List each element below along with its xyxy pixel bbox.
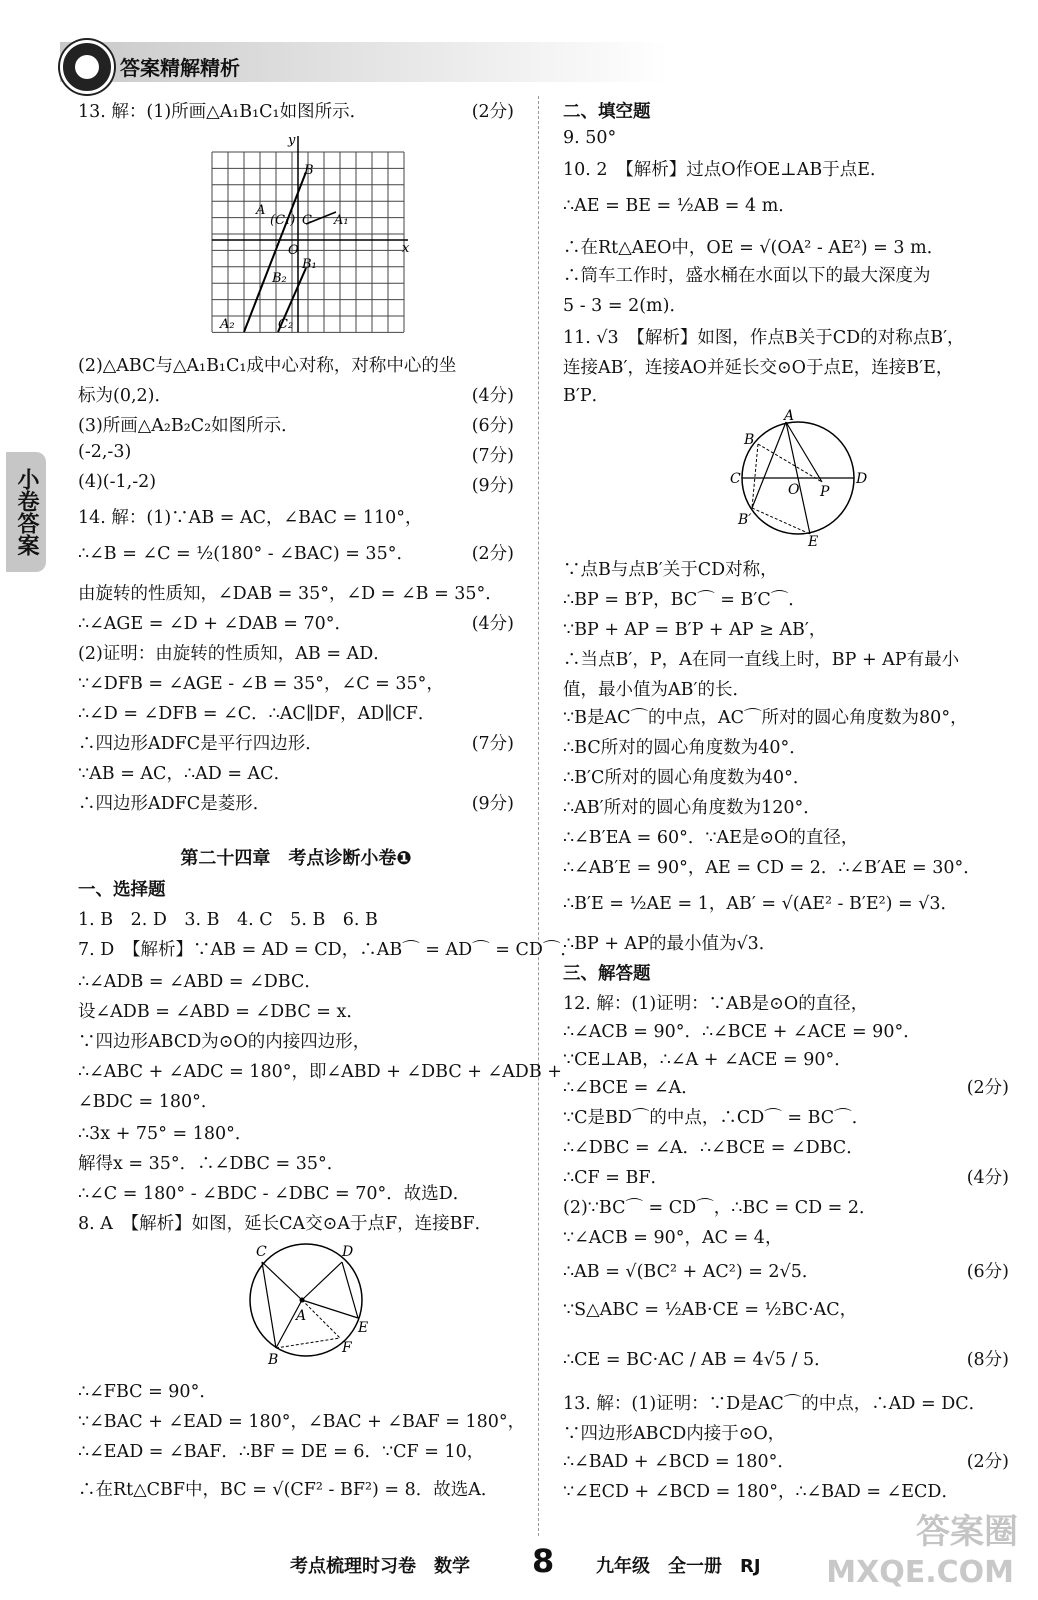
- text-line: [563, 1224, 1009, 1249]
- line-text: 13. 解：(1)所画△A₁B₁C₁如图所示．: [78, 102, 368, 122]
- fig8-label: A: [296, 1308, 307, 1324]
- text-line: [563, 676, 1009, 701]
- watermark-url: MXQE.COM: [826, 1555, 1014, 1590]
- line-text: ∵四边形ABCD为⊙O的内接四边形，: [78, 1032, 371, 1052]
- fig13-label: B₁: [302, 257, 317, 272]
- line-text: ∴筒车工作时，盛水桶在水面以下的最大深度为: [563, 266, 931, 286]
- line-text: 1. B 2. D 3. B 4. C 5. B 6. B: [78, 910, 378, 930]
- fig8-label: C: [256, 1244, 267, 1260]
- line-text: ∴四边形ADFC是菱形．: [78, 794, 271, 814]
- line-text: 8. A 【解析】如图，延长CA交⊙A于点F，连接BF．: [78, 1214, 493, 1234]
- line-text: 10. 2 【解析】过点O作OE⊥AB于点E．: [563, 160, 888, 180]
- line-text: 设∠ADB = ∠ABD = ∠DBC = x．: [78, 1002, 364, 1022]
- text-line: [563, 1074, 1009, 1099]
- text-line: [563, 262, 1009, 287]
- text-line: [563, 890, 1009, 915]
- line-text: ∵四边形ABCD内接于⊙O，: [563, 1424, 786, 1444]
- score-label: (6分): [966, 1262, 1009, 1282]
- line-text: ∵点B与点B′关于CD对称，: [563, 560, 778, 580]
- text-line: [563, 1194, 1009, 1219]
- line-text: 值，最小值为AB′的长．: [563, 680, 750, 700]
- line-text: ∴∠EAD = ∠BAF．∴BF = DE = 6．∵CF = 10，: [78, 1442, 485, 1462]
- line-text: ∴3x + 75° = 180°．: [78, 1124, 253, 1144]
- line-text: ∴BP = B′P，BC⌒ = B′C⌒．: [563, 590, 806, 610]
- text-line: [563, 324, 1009, 349]
- text-line: [563, 990, 1009, 1015]
- score-label: (4分): [471, 386, 514, 406]
- fig13-label: B: [304, 163, 314, 178]
- line-text: 由旋转的性质知，∠DAB = 35°，∠D = ∠B = 35°．: [78, 584, 503, 604]
- text-line: [78, 1408, 526, 1433]
- line-text: ∴CF = BF．: [563, 1168, 668, 1188]
- line-text: 5 - 3 = 2(m)．: [563, 296, 687, 316]
- line-text: ∵∠DFB = ∠AGE - ∠B = 35°，∠C = 35°，: [78, 674, 444, 694]
- text-line: [78, 580, 514, 605]
- text-line: [563, 1104, 1009, 1129]
- text-line: [563, 192, 1009, 217]
- line-text: 解得x = 35°．∴∠DBC = 35°．: [78, 1154, 345, 1174]
- line-text: 12. 解：(1)证明：∵AB是⊙O的直径，: [563, 994, 869, 1014]
- line-text: ∴当点B′，P，A在同一直线上时，BP + AP有最小: [563, 650, 960, 670]
- line-text: (3)所画△A₂B₂C₂如图所示．: [78, 416, 299, 436]
- text-line: [78, 98, 514, 123]
- line-text: 7. D 【解析】∵AB = AD = CD，∴AB⌒ = AD⌒ = CD⌒．: [78, 940, 578, 960]
- score-label: (2分): [966, 1452, 1009, 1472]
- score-label: (2分): [966, 1078, 1009, 1098]
- line-text: ∴∠BAD + ∠BCD = 180°．: [563, 1452, 795, 1472]
- text-line: [563, 1296, 1009, 1321]
- text-line: [563, 1390, 1009, 1415]
- line-text: ∴B′E = ½AE = 1，AB′ = √(AE² - B′E²) = √3．: [563, 894, 959, 914]
- text-line: [78, 790, 514, 815]
- line-text: ∴B′C所对的圆心角度数为40°．: [563, 768, 811, 788]
- text-line: [78, 382, 514, 407]
- fig11-label: A: [784, 408, 795, 424]
- footer-right: 九年级 全一册 RJ: [596, 1556, 761, 1577]
- line-text: ∴∠BCE = ∠A．: [563, 1078, 699, 1098]
- line-text: 标为(0,2)．: [78, 386, 172, 406]
- line-text: ∴∠C = 180° - ∠BDC - ∠DBC = 70°．故选D．: [78, 1184, 471, 1204]
- line-text: 11. √3 【解析】如图，作点B关于CD的对称点B′，: [563, 328, 965, 348]
- text-line: [78, 1028, 514, 1053]
- fig11-label: O: [788, 482, 800, 498]
- score-label: (7分): [471, 446, 514, 466]
- fig13-label: y: [288, 133, 296, 148]
- text-line: [78, 1476, 514, 1501]
- text-line: [563, 1046, 1009, 1071]
- text-line: [563, 930, 1009, 955]
- fig8-label: F: [342, 1340, 352, 1356]
- score-label: (7分): [471, 734, 514, 754]
- line-text: 连接AB′，连接AO并延长交⊙O于点E，连接B′E，: [563, 358, 954, 378]
- score-label: (9分): [471, 794, 514, 814]
- text-line: [78, 760, 514, 785]
- text-line: [78, 998, 514, 1023]
- line-text: 二、填空题: [563, 102, 651, 122]
- line-text: ∴四边形ADFC是平行四边形．: [78, 734, 323, 754]
- text-line: [78, 1210, 514, 1235]
- fig13-label: C₂: [278, 317, 294, 332]
- text-line: [78, 504, 514, 529]
- text-line: [78, 1438, 514, 1463]
- line-text: ∴∠B′EA = 60°．∵AE是⊙O的直径，: [563, 828, 859, 848]
- text-line: [563, 824, 1009, 849]
- fig11-label: D: [856, 471, 868, 487]
- line-text: ∴BC所对的圆心角度数为40°．: [563, 738, 807, 758]
- column-divider: [538, 96, 539, 1536]
- text-line: [78, 1378, 514, 1403]
- text-line: [563, 98, 1009, 123]
- text-line: [78, 968, 514, 993]
- line-text: 14. 解：(1)∵AB = AC，∠BAC = 110°，: [78, 508, 423, 528]
- fig8-label: B: [268, 1352, 279, 1366]
- circle-figure-11: [722, 408, 882, 548]
- text-line: [563, 616, 1009, 641]
- score-label: (4分): [471, 614, 514, 634]
- line-text: ∴AB′所对的圆心角度数为120°．: [563, 798, 821, 818]
- line-text: (2)△ABC与△A₁B₁C₁成中心对称，对称中心的坐: [78, 356, 457, 376]
- score-label: (2分): [471, 102, 514, 122]
- line-text: ∴AB = √(BC² + AC²) = 2√5．: [563, 1262, 820, 1282]
- line-text: ∵AB = AC，∴AD = AC．: [78, 764, 292, 784]
- text-line: [563, 156, 1009, 181]
- line-text: 13. 解：(1)证明：∵D是AC⌒的中点，∴AD = DC．: [563, 1394, 987, 1414]
- line-text: (4)(-1,-2): [78, 472, 157, 492]
- text-line: [563, 764, 1009, 789]
- watermark: 答案圈: [916, 1512, 1018, 1552]
- line-text: 一、选择题: [78, 880, 166, 900]
- text-line: [78, 610, 514, 635]
- text-line: [78, 540, 514, 565]
- fig13-label: C: [302, 213, 312, 228]
- text-line: [563, 646, 1009, 671]
- text-line: [78, 700, 514, 725]
- line-text: ∴∠B = ∠C = ½(180° - ∠BAC) = 35°．: [78, 544, 414, 564]
- line-text: ∴∠AB′E = 90°，AE = CD = 2．∴∠B′AE = 30°．: [563, 858, 981, 878]
- text-line: [78, 1088, 514, 1113]
- text-line: [563, 556, 1009, 581]
- fig11-label: E: [808, 534, 819, 548]
- text-line: [78, 1120, 514, 1145]
- line-text: (-2,-3): [78, 442, 132, 462]
- logo-icon: [60, 40, 114, 94]
- fig8-label: D: [342, 1244, 354, 1260]
- line-text: ∵S△ABC = ½AB·CE = ½BC·AC，: [563, 1300, 858, 1320]
- line-text: ∵B是AC⌒的中点，AC⌒所对的圆心角度数为80°，: [563, 708, 968, 728]
- fig13-label: A₁: [334, 213, 349, 228]
- text-line: [78, 640, 514, 665]
- text-line: [563, 128, 1009, 148]
- page-number: 8: [532, 1542, 555, 1580]
- line-text: (2)证明：由旋转的性质知，AB = AD．: [78, 644, 391, 664]
- line-text: ∴∠ABC + ∠ADC = 180°，即∠ABD + ∠DBC + ∠ADB +: [78, 1062, 562, 1082]
- grid-figure: [198, 132, 418, 338]
- line-text: ∴∠ADB = ∠ABD = ∠DBC．: [78, 972, 322, 992]
- text-line: [563, 1258, 1009, 1283]
- fig13-label: A₂: [220, 317, 235, 332]
- fig11-label: B: [744, 432, 755, 448]
- text-line: [563, 1448, 1009, 1473]
- line-text: ∴AE = BE = ½AB = 4 m．: [563, 196, 796, 216]
- score-label: (8分): [966, 1350, 1009, 1370]
- line-text: ∴∠DBC = ∠A．∴∠BCE = ∠DBC．: [563, 1138, 864, 1158]
- fig11-label: B′: [738, 512, 752, 528]
- text-line: [78, 936, 578, 961]
- text-line: [78, 1180, 514, 1205]
- text-line: [563, 1420, 1009, 1445]
- line-text: ∵∠ACB = 90°，AC = 4，: [563, 1228, 783, 1248]
- line-text: ∵∠ECD + ∠BCD = 180°，∴∠BAD = ∠ECD．: [563, 1482, 959, 1502]
- line-text: ∵∠BAC + ∠EAD = 180°，∠BAC + ∠BAF = 180°，: [78, 1412, 526, 1432]
- line-text: ∴∠D = ∠DFB = ∠C．∴AC∥DF，AD∥CF．: [78, 704, 436, 724]
- text-line: [563, 1478, 1009, 1503]
- score-label: (9分): [471, 476, 514, 496]
- text-line: [563, 794, 1009, 819]
- text-line: [78, 472, 514, 496]
- score-label: (2分): [471, 544, 514, 564]
- text-line: [563, 1134, 1009, 1159]
- text-line: [563, 292, 1009, 317]
- fig11-label: P: [820, 484, 830, 500]
- text-line: [78, 670, 514, 695]
- fig8-label: E: [358, 1320, 369, 1336]
- chapter-title: 第二十四章 考点诊断小卷❶: [180, 848, 412, 869]
- text-line: [78, 352, 514, 377]
- text-line: [563, 704, 1009, 729]
- score-label: (6分): [471, 416, 514, 436]
- text-line: [563, 854, 1009, 879]
- header-title: 答案精解精析: [120, 56, 240, 80]
- line-text: 三、解答题: [563, 964, 651, 984]
- score-label: (4分): [966, 1168, 1009, 1188]
- line-text: B′P．: [563, 386, 610, 406]
- line-text: 9. 50°: [563, 128, 617, 148]
- line-text: ∴在Rt△CBF中，BC = √(CF² - BF²) = 8．故选A．: [78, 1480, 499, 1500]
- fig11-label: C: [730, 471, 741, 487]
- fig13-label: (C₁): [270, 213, 296, 228]
- fig13-label: B₂: [272, 271, 287, 286]
- line-text: (2)∵BC⌒ = CD⌒，∴BC = CD = 2．: [563, 1198, 877, 1218]
- text-line: [563, 1346, 1009, 1371]
- text-line: [563, 586, 1009, 611]
- line-text: ∴BP + AP的最小值为√3．: [563, 934, 777, 954]
- text-line: [78, 1150, 514, 1175]
- fig13-label: x: [402, 241, 410, 256]
- text-line: [78, 906, 514, 931]
- text-line: [563, 354, 1009, 379]
- line-text: ∴∠ACB = 90°．∴∠BCE + ∠ACE = 90°．: [563, 1022, 921, 1042]
- text-line: [563, 382, 1009, 407]
- line-text: ∠BDC = 180°．: [78, 1092, 219, 1112]
- text-line: [563, 1164, 1009, 1189]
- text-line: [563, 960, 1009, 985]
- line-text: ∴在Rt△AEO中，OE = √(OA² - AE²) = 3 m．: [563, 238, 945, 258]
- line-text: ∵C是BD⌒的中点，∴CD⌒ = BC⌒．: [563, 1108, 870, 1128]
- text-line: [78, 442, 514, 466]
- circle-figure-8: [248, 1240, 378, 1366]
- footer-left: 考点梳理时习卷 数学: [290, 1556, 470, 1577]
- text-line: [563, 1018, 1009, 1043]
- side-tab: 小卷答案: [6, 452, 46, 572]
- line-text: ∵BP + AP = B′P + AP ≥ AB′，: [563, 620, 827, 640]
- line-text: ∵CE⊥AB，∴∠A + ∠ACE = 90°．: [563, 1050, 852, 1070]
- text-line: [78, 1058, 562, 1083]
- line-text: ∴∠FBC = 90°．: [78, 1382, 217, 1402]
- text-line: [563, 734, 1009, 759]
- line-text: ∴∠AGE = ∠D + ∠DAB = 70°．: [78, 614, 352, 634]
- text-line: [78, 876, 514, 901]
- fig13-label: A: [256, 203, 266, 218]
- fig13-label: O: [288, 243, 299, 258]
- text-line: [78, 730, 514, 755]
- text-line: [78, 412, 514, 437]
- text-line: [563, 234, 1009, 259]
- line-text: ∴CE = BC·AC / AB = 4√5 / 5．: [563, 1350, 832, 1370]
